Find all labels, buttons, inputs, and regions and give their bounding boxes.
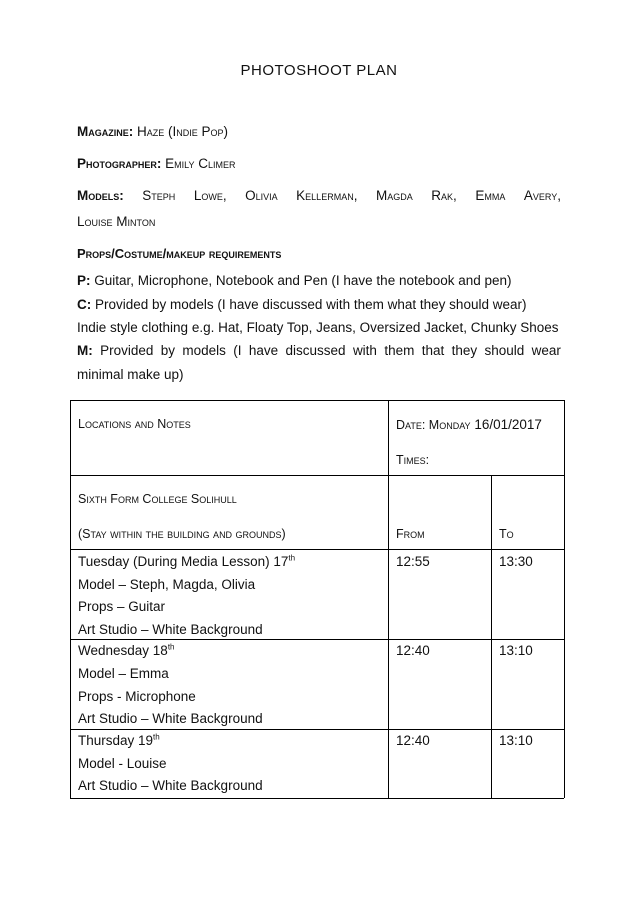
row-2-to: 13:10 xyxy=(499,643,533,658)
models-word: Olivia xyxy=(245,188,278,203)
row-3-to: 13:10 xyxy=(499,733,533,748)
models-word: Kellerman, xyxy=(296,188,358,203)
models-line xyxy=(77,188,561,203)
document-title: PHOTOSHOOT PLAN xyxy=(240,62,398,79)
props-heading: Props/Costume/makeup requirements xyxy=(77,246,282,261)
models-line-2: Louise Minton xyxy=(77,214,156,229)
row-1-place: Art Studio – White Background xyxy=(78,622,263,637)
props-p-label: P: xyxy=(77,273,91,288)
row-1-model: Model – Steph, Magda, Olivia xyxy=(78,577,256,592)
row-1-to: 13:30 xyxy=(499,554,533,569)
header-locations: Locations and Notes xyxy=(78,417,191,431)
props-m-word: them xyxy=(384,343,415,358)
date-label: Date: Monday xyxy=(396,418,471,432)
props-m-word: by xyxy=(160,343,176,358)
props-c-line xyxy=(77,297,561,312)
schedule-table xyxy=(70,400,564,798)
magazine-line xyxy=(77,124,561,139)
props-m-word: should xyxy=(484,343,525,358)
row-3-day-suffix: th xyxy=(153,732,160,742)
props-c-line-2: Indie style clothing e.g. Hat, Floaty Top, Jeans, Oversized Jacket, Chunky Shoes xyxy=(77,320,559,335)
props-m-word: they xyxy=(451,343,478,358)
models-word: Lowe, xyxy=(193,188,227,203)
row-3-day xyxy=(78,733,160,748)
row-3-place: Art Studio – White Background xyxy=(78,778,263,793)
props-p-line xyxy=(77,273,561,288)
row-1-from: 12:55 xyxy=(396,554,430,569)
date-value: 16/01/2017 xyxy=(474,417,542,432)
props-m-word: models xyxy=(182,343,226,358)
props-m-word: (I xyxy=(233,343,242,358)
row-2-props: Props - Microphone xyxy=(78,689,196,704)
header-date xyxy=(396,417,542,432)
props-m-label: M: xyxy=(77,343,93,358)
models-word: Rak, xyxy=(431,188,457,203)
models-word: Emma xyxy=(475,188,506,203)
location-name: Sixth Form College Solihull xyxy=(78,492,237,506)
magazine-value: Haze (Indie Pop) xyxy=(137,124,229,139)
magazine-label: Magazine: xyxy=(77,124,134,139)
models-word: Magda xyxy=(375,188,413,203)
props-m-word: that xyxy=(421,343,445,358)
props-p-text: Guitar, Microphone, Notebook and Pen (I have the notebook and pen) xyxy=(94,273,512,288)
row-3-model: Model - Louise xyxy=(78,756,167,771)
row-2-place: Art Studio – White Background xyxy=(78,711,263,726)
row-3-day-text: Thursday 19 xyxy=(78,733,154,748)
props-c-text: Provided by models (I have discussed with them what they should wear) xyxy=(95,297,527,312)
location-note: (Stay within the building and grounds) xyxy=(78,527,286,541)
to-label: To xyxy=(499,527,514,541)
models-label: Models: xyxy=(77,188,124,203)
photographer-line xyxy=(77,156,561,171)
row-2-day-text: Wednesday 18 xyxy=(78,643,168,658)
header-times: Times: xyxy=(396,453,430,467)
props-m-word: have xyxy=(248,343,279,358)
photographer-label: Photographer: xyxy=(77,156,162,171)
props-m-word: wear xyxy=(531,343,561,358)
models-word: Steph xyxy=(142,188,176,203)
props-m-word: discussed xyxy=(285,343,346,358)
row-3-from: 12:40 xyxy=(396,733,430,748)
from-label: From xyxy=(396,527,425,541)
row-2-day xyxy=(78,643,175,658)
row-1-day-text: Tuesday (During Media Lesson) 17 xyxy=(78,554,289,569)
props-m-line xyxy=(77,343,561,358)
row-2-from: 12:40 xyxy=(396,643,430,658)
models-word: Avery, xyxy=(523,188,561,203)
props-m-word: Provided xyxy=(100,343,154,358)
row-2-day-suffix: th xyxy=(167,642,175,652)
row-1-day xyxy=(78,554,295,569)
props-m-line-2: minimal make up) xyxy=(77,367,184,382)
row-1-day-suffix: th xyxy=(288,553,296,563)
photographer-value: Emily Climer xyxy=(165,156,236,171)
row-1-props: Props – Guitar xyxy=(78,599,166,614)
props-m-word: with xyxy=(352,343,377,358)
row-2-model: Model – Emma xyxy=(78,666,169,681)
props-c-label: C: xyxy=(77,297,92,312)
